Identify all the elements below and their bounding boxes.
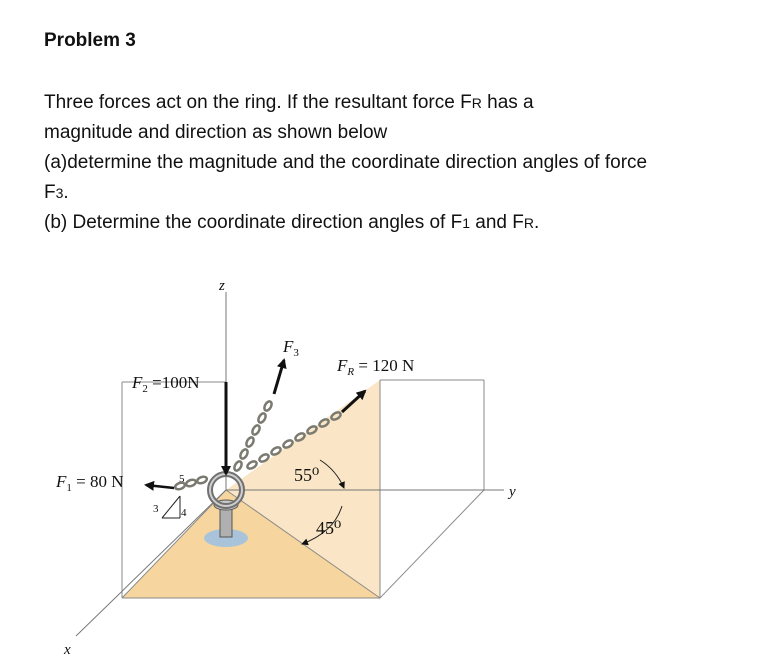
slope-horiz-label: 4 bbox=[181, 507, 187, 519]
fr-label: $F_R = 120$ N bbox=[337, 356, 415, 378]
statement-line-1: Three forces act on the ring. If the resultant force FR has a bbox=[44, 92, 534, 113]
statement-line-2: magnitude and direction as shown below bbox=[44, 122, 388, 143]
statement-line-5: (b) Determine the coordinate direction angles of F1 and FR. bbox=[44, 212, 540, 233]
slope-triangle bbox=[162, 496, 180, 518]
f1-label: $F_1 = 80$ N bbox=[56, 472, 124, 494]
slope-vert-label: 3 bbox=[153, 503, 159, 515]
angle-55-label: 55⁰ bbox=[294, 465, 320, 485]
angle-45-label: 45⁰ bbox=[316, 518, 342, 538]
f1-arrow bbox=[146, 485, 174, 488]
statement-line-3: (a)determine the magnitude and the coordinate direction angles of force bbox=[44, 152, 648, 173]
slope-hyp-label: 5 bbox=[179, 473, 185, 485]
x-axis-label: x bbox=[64, 642, 71, 657]
y-axis-label: y bbox=[509, 484, 516, 500]
statement-line-4: F3. bbox=[44, 182, 69, 203]
f2-label: $F_2 =100N$ bbox=[132, 373, 200, 395]
f3-label: $F_3$ bbox=[283, 337, 299, 359]
problem-title: Problem 3 bbox=[44, 30, 136, 51]
z-axis-label: z bbox=[219, 278, 225, 294]
f3-arrow bbox=[274, 360, 284, 394]
